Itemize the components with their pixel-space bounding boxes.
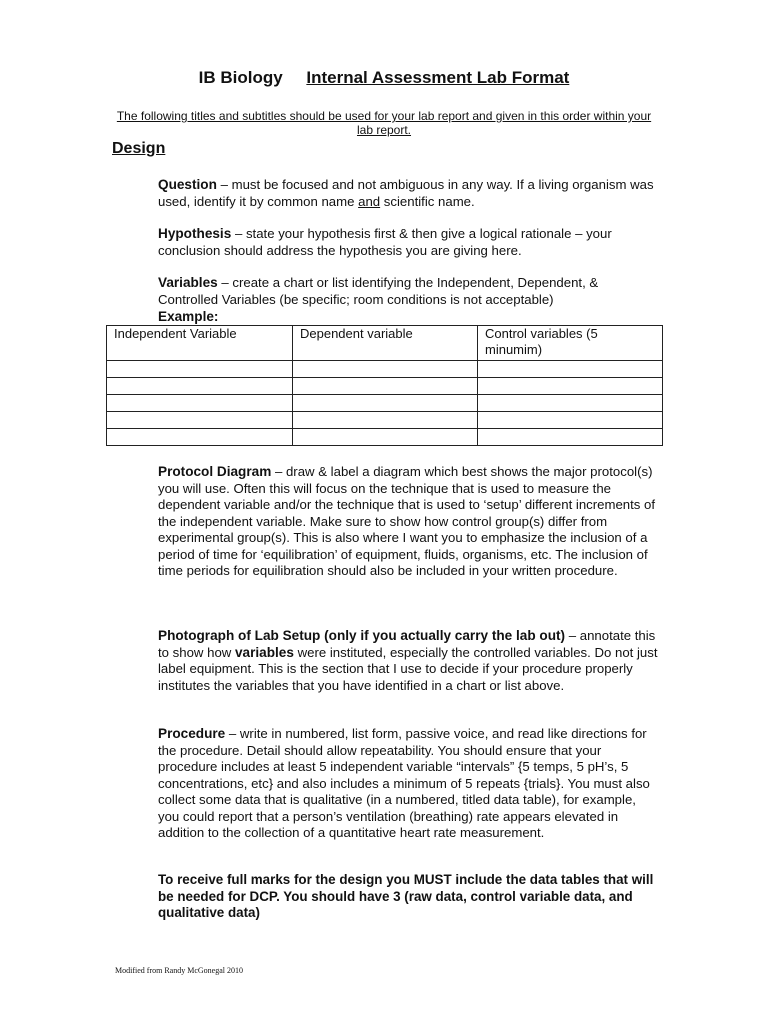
example-label: Example: (158, 309, 219, 324)
question-label: Question (158, 177, 217, 192)
table-header-row (107, 326, 663, 361)
hypothesis-paragraph (158, 226, 658, 259)
table-cell (107, 429, 293, 446)
procedure-paragraph (158, 726, 658, 842)
table-header-cell: Independent Variable (107, 326, 293, 361)
footer-credit: Modified from Randy McGonegal 2010 (115, 966, 243, 975)
photograph-paragraph (158, 628, 658, 694)
photograph-text-end: were instituted, especially the controlled variables. Do not just label equipment. This is the section that I use to decide if your procedure properly institutes the variables that you have identified in a chart or list above. (158, 644, 658, 693)
table-row (107, 395, 663, 412)
table-cell (478, 361, 663, 378)
table-cell (107, 378, 293, 395)
page-subtitle: The following titles and subtitles should be used for your lab report and given in this order within your lab report. (116, 109, 652, 137)
title-document: Internal Assessment Lab Format (306, 68, 570, 87)
hypothesis-text: – state your hypothesis first & then give a logical rationale – your conclusion should address the hypothesis you are giving here. (158, 226, 612, 258)
table-cell (293, 429, 478, 446)
table-cell (293, 361, 478, 378)
procedure-text: – write in numbered, list form, passive voice, and read like directions for the procedure. Detail should allow repeatability. You should ensure that your procedure includes at least 5 independent variable “intervals” {5 temps, 5 pH’s, 5 concentrations, etc} and also includes a minimum of 5 repeats {trials}. You must also collect some data that is qualitative (in a numbered, titled data table), for example, you could report that a person’s ventilation (breathing) rate appears elevated in addition to the collection of a quantitative heart rate measurement. (158, 726, 650, 840)
variables-label: Variables (158, 275, 218, 290)
photograph-emphasis: variables (234, 644, 294, 660)
table-cell (478, 395, 663, 412)
hypothesis-label: Hypothesis (158, 226, 232, 241)
variables-table (106, 325, 663, 446)
procedure-label: Procedure (158, 726, 226, 741)
question-text: – must be focused and not ambiguous in any way. If a living organism was used, identify it by common name (158, 177, 654, 209)
table-cell (107, 395, 293, 412)
title-course: IB Biology (198, 68, 283, 87)
table-cell (478, 378, 663, 395)
table-header-cell: Dependent variable (293, 326, 478, 361)
table-row (107, 429, 663, 446)
photograph-text: – annotate this to show how (158, 628, 656, 660)
variables-paragraph (158, 275, 658, 308)
table-cell (107, 412, 293, 429)
table-cell (478, 412, 663, 429)
table-row (107, 378, 663, 395)
question-text-end: scientific name. (380, 193, 475, 209)
table-cell (293, 412, 478, 429)
question-emphasis: and (358, 193, 381, 209)
protocol-label: Protocol Diagram (158, 464, 272, 479)
table-row (107, 361, 663, 378)
table-cell (107, 361, 293, 378)
table-cell (293, 395, 478, 412)
photograph-label: Photograph of Lab Setup (only if you actually carry the lab out) (158, 628, 566, 643)
table-cell (478, 429, 663, 446)
full-marks-note: To receive full marks for the design you MUST include the data tables that will be needed for DCP. You should have 3 (raw data, control variable data, and qualitative data) (158, 872, 654, 920)
table-cell (293, 378, 478, 395)
page-title (0, 68, 768, 88)
protocol-paragraph (158, 464, 658, 580)
table-row (107, 412, 663, 429)
question-paragraph (158, 177, 658, 210)
protocol-text: – draw & label a diagram which best shows the major protocol(s) you will use. Often this will focus on the technique that is used to measure the dependent variable and/or the technique that is used to ‘setup’ different increments of the independent variable. Make sure to show how control group(s) differ from experimental group(s). This is also where I want you to emphasize the inclusion of a period of time for ‘equilibration’ of equipment, fluids, organisms, etc. The inclusion of time periods for equilibration should also be included in your written procedure. (158, 464, 656, 578)
section-heading-design: Design (112, 140, 166, 157)
variables-text: – create a chart or list identifying the Independent, Dependent, & Controlled Variables (be specific; room conditions is not acceptable) (158, 275, 599, 307)
table-header-cell: Control variables (5 minumim) (478, 326, 663, 361)
